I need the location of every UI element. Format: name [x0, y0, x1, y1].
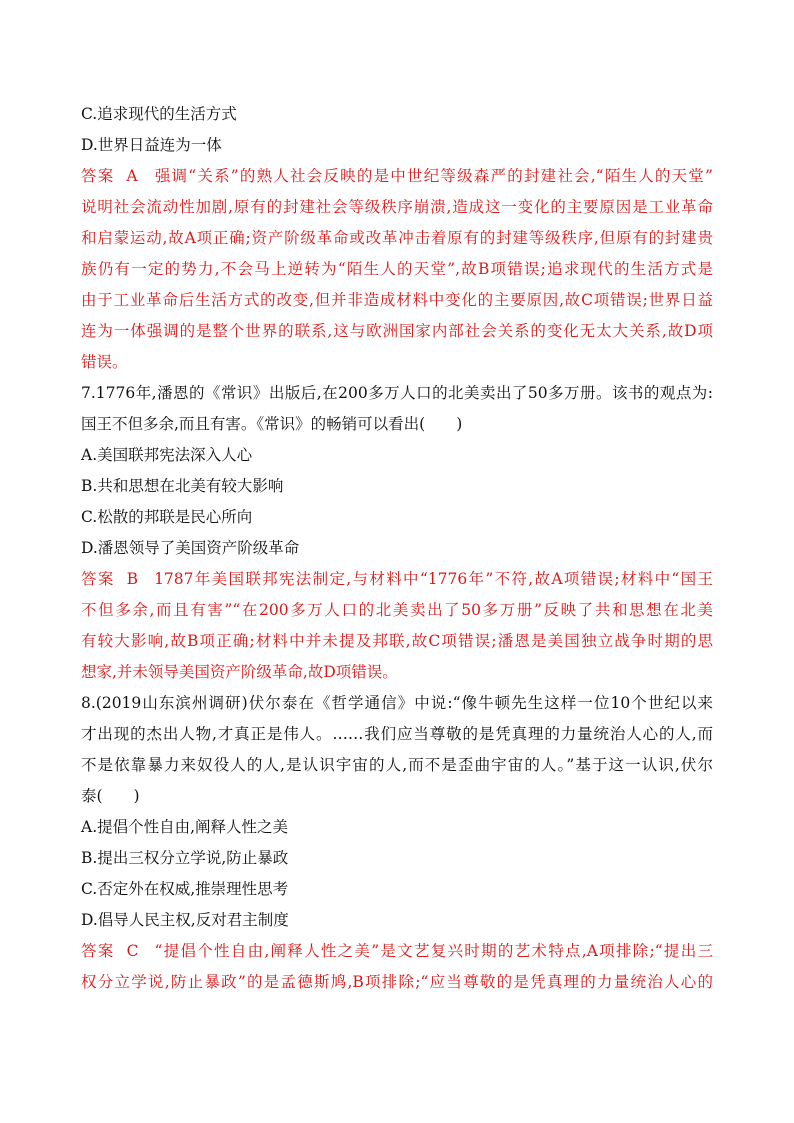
option-d: D.倡导人民主权,反对君主制度 — [81, 911, 289, 929]
answer-tag: 答案 — [81, 167, 115, 185]
answer-text: 强调“关系”的熟人社会反映的是中世纪等级森严的封建社会,“陌生人的天堂” — [153, 167, 713, 185]
answer-line: 权分立学说,防止暴政”的是孟德斯鸠,B项排除;“应当尊敬的是凭真理的力量统治人心的 — [81, 973, 713, 991]
answer-letter: A — [126, 167, 138, 185]
answer-line: 由于工业革命后生活方式的改变,但并非造成材料中变化的主要原因,故C项错误;世界日益 — [81, 291, 713, 309]
answer-tag: 答案 — [81, 942, 115, 960]
answer-line: 不但多余,而且有害”“在200多万人口的北美卖出了50多万册”反映了共和思想在北美 — [81, 601, 713, 619]
answer-tag: 答案 — [81, 570, 115, 588]
answer-line: 说明社会流动性加剧,原有的封建社会等级秩序崩溃,造成这一变化的主要原因是工业革命 — [81, 198, 713, 216]
answer-line: 想家,并未领导美国资产阶级革命,故D项错误。 — [81, 663, 398, 681]
answer-letter: C — [126, 942, 139, 960]
document-page — [81, 99, 713, 998]
question-stem: 不是依靠暴力来奴役人的人,是认识宇宙的人,而不是歪曲宇宙的人。”基于这一认识,伏尔 — [81, 756, 713, 774]
option-d: D.潘恩领导了美国资产阶级革命 — [81, 539, 300, 557]
answer-line: 错误。 — [81, 353, 128, 371]
option-c: C.松散的邦联是民心所向 — [81, 508, 253, 526]
question-stem: 国王不但多余,而且有害。《常识》的畅销可以看出( ) — [81, 415, 463, 433]
option-a: A.美国联邦宪法深入人心 — [81, 446, 253, 464]
answer-line — [81, 564, 713, 595]
option-a: A.提倡个性自由,阐释人性之美 — [81, 818, 289, 836]
answer-text: “提倡个性自由,阐释人性之美”是文艺复兴时期的艺术特点,A项排除;“提出三 — [154, 942, 713, 960]
option-c: C.追求现代的生活方式 — [81, 105, 237, 123]
answer-letter: B — [126, 570, 139, 588]
question-stem: 才出现的杰出人物,才真正是伟人。……我们应当尊敬的是凭真理的力量统治人心的人,而 — [81, 725, 713, 743]
answer-line: 连为一体强调的是整个世界的联系,这与欧洲国家内部社会关系的变化无太大关系,故D项 — [81, 322, 713, 340]
option-b: B.提出三权分立学说,防止暴政 — [81, 849, 289, 867]
answer-line: 有较大影响,故B项正确;材料中并未提及邦联,故C项错误;潘恩是美国独立战争时期的思 — [81, 632, 713, 650]
option-b: B.共和思想在北美有较大影响 — [81, 477, 284, 495]
answer-line: 和启蒙运动,故A项正确;资产阶级革命或改革冲击着原有的封建等级秩序,但原有的封建贵 — [81, 229, 713, 247]
option-c: C.否定外在权威,推崇理性思考 — [81, 880, 289, 898]
question-stem: 泰( ) — [81, 787, 140, 805]
answer-line: 族仍有一定的势力,不会马上逆转为“陌生人的天堂”,故B项错误;追求现代的生活方式是 — [81, 260, 713, 278]
answer-text: 1787年美国联邦宪法制定,与材料中“1776年”不符,故A项错误;材料中“国王 — [154, 570, 713, 588]
answer-line — [81, 161, 713, 192]
option-d: D.世界日益连为一体 — [81, 136, 222, 154]
answer-line — [81, 936, 713, 967]
question-stem: 7.1776年,潘恩的《常识》出版后,在200多万人口的北美卖出了50多万册。该书的观点为: — [81, 384, 713, 402]
question-stem: 8.(2019山东滨州调研)伏尔泰在《哲学通信》中说:“像牛顿先生这样一位10个世纪以来 — [81, 694, 713, 712]
